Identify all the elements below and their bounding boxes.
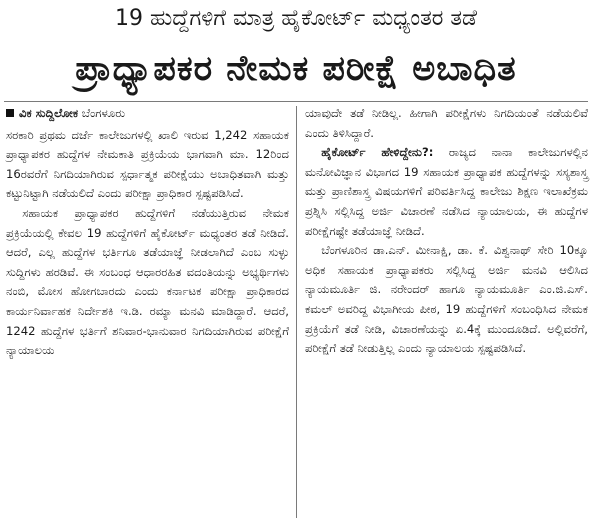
right-column xyxy=(305,104,588,359)
article-kicker: 19 ಹುದ್ದೆಗಳಿಗೆ ಮಾತ್ರ ಹೈಕೋರ್ಟ್ ಮಧ್ಯಂತರ ತಡೆ xyxy=(115,6,477,31)
column-divider xyxy=(296,106,297,518)
byline xyxy=(6,104,289,124)
subhead: ಹೈಕೋರ್ಟ್ ಹೇಳಿದ್ದೇನು?: xyxy=(321,145,434,160)
byline-brand: ವಿಕ ಸುದ್ದಿಲೋಕ xyxy=(19,106,79,120)
paragraph: ಸರಕಾರಿ ಪ್ರಥಮ ದರ್ಜೆ ಕಾಲೇಜುಗಳಲ್ಲಿ ಖಾಲಿ ಇರುವ 1,242 ಸಹಾಯಕ ಪ್ರಾಧ್ಯಾಪಕರ ಹುದ್ದೆಗಳ ನೇಮಕಾತಿ ಪ್ರಕ್ರಿಯೆಯ ಭಾಗವಾಗಿ ಮಾ. 12ರಿಂದ 16ರವರೆಗೆ ನಿಗದಿಯಾಗಿರುವ ಸ್ಪರ್ಧಾತ್ಮಕ ಪರೀಕ್ಷೆಯು ಅಬಾಧಿತವಾಗಿ ಮತ್ತು ಕಟ್ಟುನಿಟ್ಟಾಗಿ ನಡೆಯಲಿದೆ ಎಂದು ಪರೀಕ್ಷಾ ಪ್ರಾಧಿಕಾರ ಸ್ಪಷ್ಟಪಡಿಸಿದೆ. xyxy=(6,127,289,201)
paragraph: ಸಹಾಯಕ ಪ್ರಾಧ್ಯಾಪಕರ ಹುದ್ದೆಗಳಿಗೆ ನಡೆಯುತ್ತಿರುವ ನೇಮಕ ಪ್ರಕ್ರಿಯೆಯಲ್ಲಿ ಕೇವಲ 19 ಹುದ್ದೆಗಳಿಗೆ ಹೈಕೋರ್ಟ್ ಮಧ್ಯಂತರ ತಡೆ ನೀಡಿದೆ. ಆದರೆ, ಎಲ್ಲ ಹುದ್ದೆಗಳ ಭರ್ತಿಗೂ ತಡೆಯಾಜ್ಞೆ ನೀಡಲಾಗಿದೆ ಎಂಬ ಸುಳ್ಳು ಸುದ್ದಿಗಳು ಹರಡಿವೆ. ಈ ಸಂಬಂಧ ಆಧಾರರಹಿತ ವದಂತಿಯನ್ನು ಅಭ್ಯರ್ಥಿಗಳು ನಂಬಿ, ಮೋಸ ಹೋಗಬಾರದು ಎಂದು ಕರ್ನಾಟಕ ಪರೀಕ್ಷಾ ಪ್ರಾಧಿಕಾರದ ಕಾರ್ಯನಿರ್ವಾಹಕ ನಿರ್ದೇಶಕಿ ಇ.ಡಿ. ರಮ್ಯಾ ಮನವಿ ಮಾಡಿದ್ದಾರೆ. ಆದರೆ, 1242 ಹುದ್ದೆಗಳ ಭರ್ತಿಗೆ ಶನಿವಾರ-ಭಾನುವಾರ ನಿಗದಿಯಾಗಿರುವ ಪರೀಕ್ಷೆಗೆ ನ್ಯಾಯಾಲಯ xyxy=(6,205,289,358)
subhead-text: ರಾಜ್ಯದ ನಾನಾ ಕಾಲೇಜುಗಳಲ್ಲಿನ ಮನೋವಿಜ್ಞಾನ ವಿಭಾಗದ 19 ಸಹಾಯಕ ಪ್ರಾಧ್ಯಾಪಕ ಹುದ್ದೆಗಳನ್ನು ಸಸ್ಯಶಾಸ್ತ್ರ ಮತ್ತು ಪ್ರಾಣಿಶಾಸ್ತ್ರ ವಿಷಯಗಳಿಗೆ ಪರಿವರ್ತಿಸಿದ್ದ ಕಾಲೇಜು ಶಿಕ್ಷಣ ಇಲಾಖೆಕ್ರಮ ಪ್ರಶ್ನಿಸಿ ಸಲ್ಲಿಸಿದ್ದ ಅರ್ಜಿ ವಿಚಾರಣೆ ನಡೆಸಿದ ನ್ಯಾಯಾಲಯ, ಈ ಹುದ್ದೆಗಳ ಪರೀಕ್ಷೆಗಷ್ಟೇ ತಡೆಯಾಜ್ಞೆ ನೀಡಿದೆ. xyxy=(305,145,588,238)
paragraph: ಬೆಂಗಳೂರಿನ ಡಾ.ಎನ್. ಮೀನಾಕ್ಷಿ, ಡಾ. ಕೆ. ವಿಶ್ವನಾಥ್ ಸೇರಿ 10ಕ್ಕೂ ಅಧಿಕ ಸಹಾಯಕ ಪ್ರಾಧ್ಯಾಪಕರು ಸಲ್ಲಿಸಿದ್ದ ಅರ್ಜಿ ಮನವಿ ಆಲಿಸಿದ ನ್ಯಾಯಮೂರ್ತಿ ಜಿ. ನರೇಂದರ್ ಹಾಗೂ ನ್ಯಾಯಮೂರ್ತಿ ಎಂ.ಜಿ.ಎಸ್. ಕಮಲ್ ಅವರಿದ್ದ ವಿಭಾಗೀಯ ಪೀಠ, 19 ಹುದ್ದೆಗಳಿಗೆ ಸಂಬಂಧಿಸಿದ ನೇಮಕ ಪ್ರಕ್ರಿಯೆಗೆ ತಡೆ ನೀಡಿ, ವಿಚಾರಣೆಯನ್ನು ಏ.4ಕ್ಕೆ ಮುಂದೂಡಿದೆ. ಅಲ್ಲಿವರೆಗೆ, ಪರೀಕ್ಷೆಗೆ ತಡೆ ನೀಡುತ್ತಿಲ್ಲ ಎಂದು ನ್ಯಾಯಾಲಯ ಸ್ಪಷ್ಟಪಡಿಸಿದೆ. xyxy=(305,243,588,356)
subhead-paragraph xyxy=(305,143,588,241)
byline-bullet-icon xyxy=(6,109,14,117)
byline-city: ಬೆಂಗಳೂರು xyxy=(81,106,126,120)
top-rule xyxy=(4,101,588,102)
left-column xyxy=(6,104,289,361)
article-headline: ಪ್ರಾಧ್ಯಾಪಕರ ನೇಮಕ ಪರೀಕ್ಷೆ ಅಬಾಧಿತ xyxy=(75,49,517,89)
paragraph: ಯಾವುದೇ ತಡೆ ನೀಡಿಲ್ಲ. ಹೀಗಾಗಿ ಪರೀಕ್ಷೆಗಳು ನಿಗದಿಯಂತೆ ನಡೆಯಲಿವೆ ಎಂದು ತಿಳಿಸಿದ್ದಾರೆ. xyxy=(305,106,588,140)
